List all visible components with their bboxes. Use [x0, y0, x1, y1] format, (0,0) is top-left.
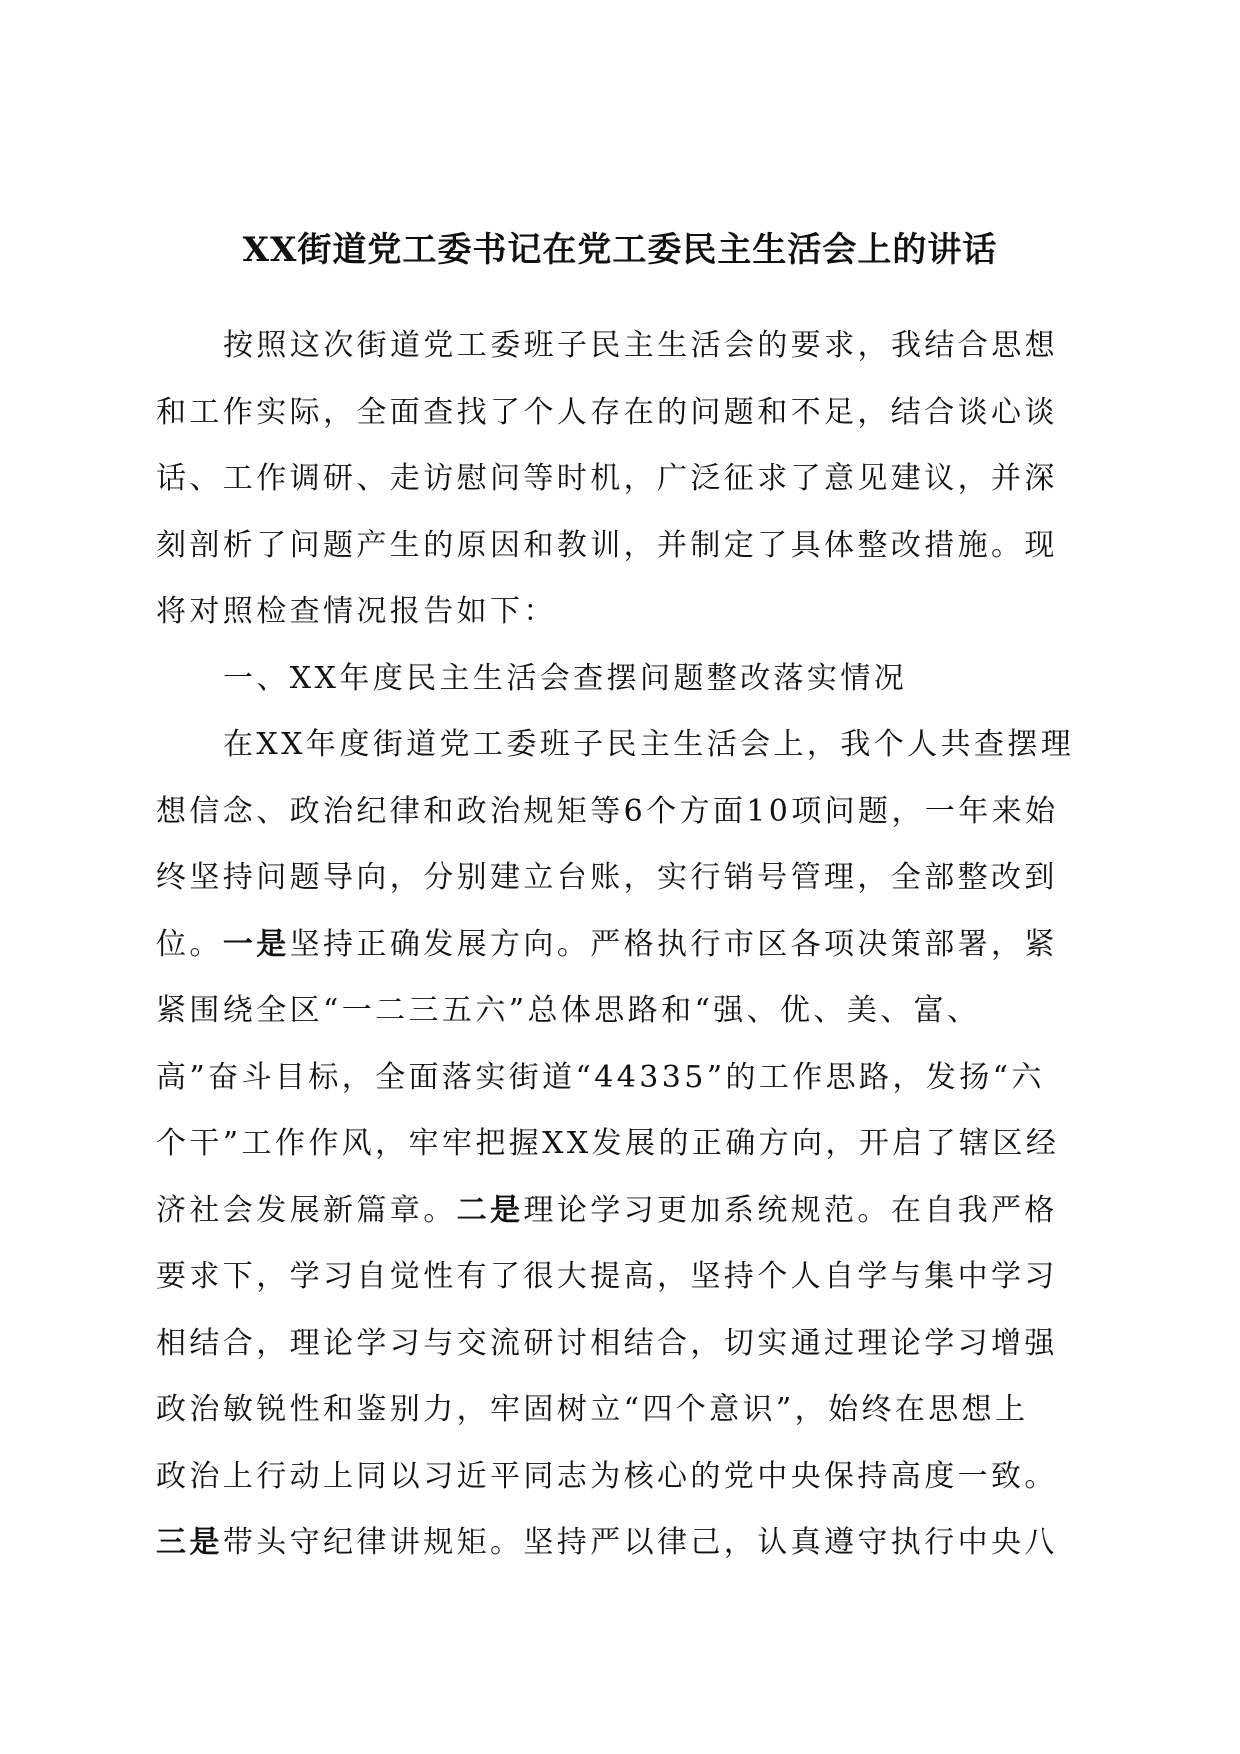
bold-lead-phrase: 三是 [156, 1525, 223, 1560]
text-line [156, 522, 1076, 589]
text-line [156, 1253, 1076, 1320]
document-title: XX街道党工委书记在党工委民主生活会上的讲话 [242, 230, 998, 270]
text-line [156, 1120, 1076, 1187]
document-body [156, 322, 1076, 1586]
text-segment: 位。 [156, 926, 223, 962]
text-segment: 刻剖析了问题产生的原因和教训，并制定了具体整改措施。现 [156, 527, 1058, 563]
text-segment: 政治上行动上同以习近平同志为核心的党中央保持高度一致。 [156, 1458, 1058, 1494]
text-segment: 按照这次街道党工委班子民主生活会的要求，我结合思想 [223, 328, 1058, 363]
text-line [156, 1320, 1076, 1387]
text-segment: 要求下，学习自觉性有了很大提高，坚持个人自学与集中学习 [156, 1259, 1058, 1294]
text-segment: 带头守纪律讲规矩。坚持严以律己，认真遵守执行中央八 [222, 1525, 1058, 1560]
text-line [156, 455, 1076, 522]
text-segment: 个干”工作作风，牢牢把握XX发展的正确方向，开启了辖区经 [156, 1126, 1060, 1161]
text-segment: 将对照检查情况报告如下： [156, 594, 557, 629]
text-line [156, 389, 1076, 456]
text-segment: 和工作实际，全面查找了个人存在的问题和不足，结合谈心谈 [156, 394, 1058, 430]
text-segment: 话、工作调研、走访慰问等时机，广泛征求了意见建议，并深 [156, 461, 1058, 496]
text-segment: 一、XX年度民主生活会查摆问题整改落实情况 [223, 660, 908, 696]
text-line [156, 921, 1076, 988]
text-line [156, 721, 1076, 788]
text-segment: 相结合，理论学习与交流研讨相结合，切实通过理论学习增强 [156, 1325, 1058, 1361]
text-segment: 终坚持问题导向，分别建立台账，实行销号管理，全部整改到 [156, 860, 1058, 895]
text-segment: 高”奋斗目标，全面落实街道“44335”的工作思路，发扬“六 [156, 1059, 1045, 1095]
text-segment: 济社会发展新篇章。 [156, 1192, 457, 1228]
text-line [156, 854, 1076, 921]
text-line [156, 1054, 1076, 1121]
text-line [156, 655, 1076, 722]
text-line [156, 588, 1076, 655]
text-line [156, 987, 1076, 1054]
text-line [156, 1453, 1076, 1520]
text-segment: 想信念、政治纪律和政治规矩等6个方面10项问题，一年来始 [156, 793, 1059, 829]
text-segment: 坚持正确发展方向。严格执行市区各项决策部署，紧 [289, 926, 1058, 962]
text-segment: 理论学习更加系统规范。在自我严格 [523, 1192, 1058, 1228]
text-line [156, 788, 1076, 855]
text-line [156, 1519, 1076, 1586]
text-segment: 政治敏锐性和鉴别力，牢固树立“四个意识”，始终在思想上 [156, 1392, 1029, 1427]
text-line [156, 322, 1076, 389]
text-line [156, 1187, 1076, 1254]
text-segment: 紧围绕全区“一二三五六”总体思路和“强、优、美、富、 [156, 993, 981, 1028]
bold-lead-phrase: 一是 [222, 926, 290, 962]
text-line [156, 1386, 1076, 1453]
bold-lead-phrase: 二是 [456, 1192, 524, 1228]
text-segment: 在XX年度街道党工委班子民主生活会上，我个人共查摆理 [223, 727, 1075, 762]
